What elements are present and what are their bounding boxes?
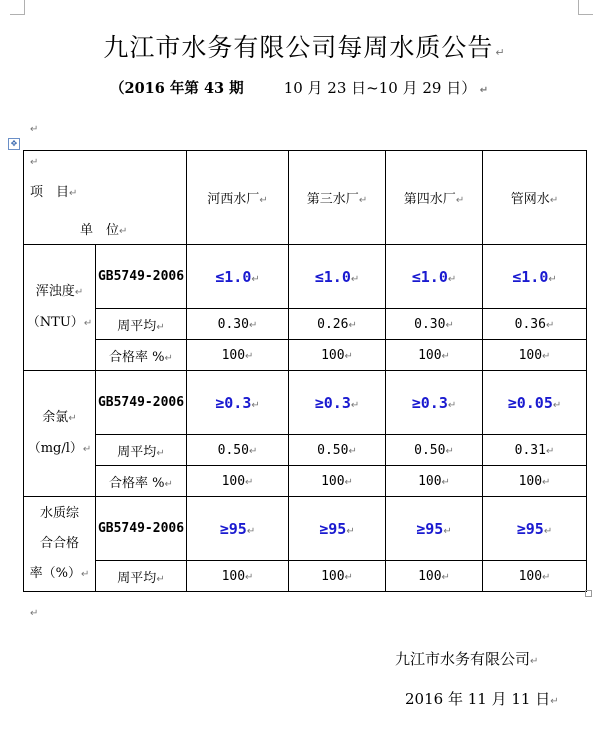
limit-cell: ≥95↵	[289, 497, 386, 561]
plant-header-hexi: 河西水厂↵	[187, 151, 289, 245]
plant-header-fourth: 第四水厂↵	[386, 151, 483, 245]
pass-rate-cell: 100↵	[386, 466, 483, 497]
limit-cell: ≥95↵	[483, 497, 587, 561]
limit-cell: ≥95↵	[386, 497, 483, 561]
header-item-unit-cell	[24, 151, 187, 245]
pass-rate-cell: 100↵	[187, 466, 289, 497]
header-unit-label: 单 位↵	[80, 223, 128, 238]
limit-cell: ≥95↵	[187, 497, 289, 561]
water-quality-table	[23, 150, 587, 592]
standard-cell: GB5749-2006	[96, 245, 187, 309]
weekly-avg-label: 周平均↵	[96, 561, 187, 592]
pass-rate-cell: 100↵	[386, 340, 483, 371]
category-turbidity: 浑浊度↵ （NTU）↵	[24, 245, 96, 371]
limit-cell: ≥0.3↵	[289, 371, 386, 435]
weekly-avg-cell: 0.30↵	[386, 309, 483, 340]
paragraph-mark-icon: ↵	[495, 46, 506, 59]
page-corner-mark-right	[578, 0, 593, 15]
weekly-avg-cell: 0.30↵	[187, 309, 289, 340]
weekly-avg-cell: 0.31↵	[483, 435, 587, 466]
weekly-avg-cell: 100↵	[187, 561, 289, 592]
pass-rate-label: 合格率 %↵	[96, 340, 187, 371]
weekly-avg-cell: 0.50↵	[289, 435, 386, 466]
limit-cell: ≤1.0↵	[187, 245, 289, 309]
limit-cell: ≥0.3↵	[386, 371, 483, 435]
weekly-avg-label: 周平均↵	[96, 309, 187, 340]
pass-rate-cell: 100↵	[289, 466, 386, 497]
paragraph-mark-icon: ↵	[476, 85, 489, 96]
weekly-avg-cell: 0.50↵	[187, 435, 289, 466]
table-move-handle-icon[interactable]: ✥	[8, 138, 20, 150]
issue-date: 2016 年 11 月 11 日↵	[405, 690, 559, 708]
header-item-label: 项 目↵	[30, 185, 78, 200]
paragraph-mark-icon: ↵	[30, 157, 39, 168]
date-range: 10 月 23 日~10 月 29 日）	[283, 79, 477, 97]
paragraph-mark-icon: ↵	[30, 608, 39, 619]
limit-cell: ≥0.05↵	[483, 371, 587, 435]
standard-cell: GB5749-2006	[96, 497, 187, 561]
weekly-avg-cell: 0.50↵	[386, 435, 483, 466]
pass-rate-cell: 100↵	[187, 340, 289, 371]
plant-header-network: 管网水↵	[483, 151, 587, 245]
pass-rate-label: 合格率 %↵	[96, 466, 187, 497]
plant-header-third: 第三水厂↵	[289, 151, 386, 245]
pass-rate-cell: 100↵	[289, 340, 386, 371]
weekly-avg-label: 周平均↵	[96, 435, 187, 466]
limit-cell: ≤1.0↵	[386, 245, 483, 309]
weekly-avg-cell: 100↵	[386, 561, 483, 592]
issue-number: （2016 年第 43 期	[110, 80, 244, 97]
standard-cell: GB5749-2006	[96, 371, 187, 435]
paragraph-mark-icon: ↵	[30, 124, 39, 135]
page-corner-mark-left	[10, 0, 25, 15]
limit-cell: ≥0.3↵	[187, 371, 289, 435]
document-title: 九江市水务有限公司每周水质公告 ↵	[103, 33, 506, 62]
category-overall-pass-rate: 水质综 合合格 率（%）↵	[24, 497, 96, 592]
weekly-avg-cell: 100↵	[289, 561, 386, 592]
limit-cell: ≤1.0↵	[483, 245, 587, 309]
pass-rate-cell: 100↵	[483, 466, 587, 497]
pass-rate-cell: 100↵	[483, 340, 587, 371]
weekly-avg-cell: 0.36↵	[483, 309, 587, 340]
category-residual-chlorine: 余氯↵ （mg/l）↵	[24, 371, 96, 497]
limit-cell: ≤1.0↵	[289, 245, 386, 309]
issuer-company: 九江市水务有限公司↵	[395, 650, 539, 668]
document-subtitle	[110, 77, 488, 98]
weekly-avg-cell: 100↵	[483, 561, 587, 592]
table-resize-handle-icon[interactable]	[585, 590, 592, 597]
weekly-avg-cell: 0.26↵	[289, 309, 386, 340]
